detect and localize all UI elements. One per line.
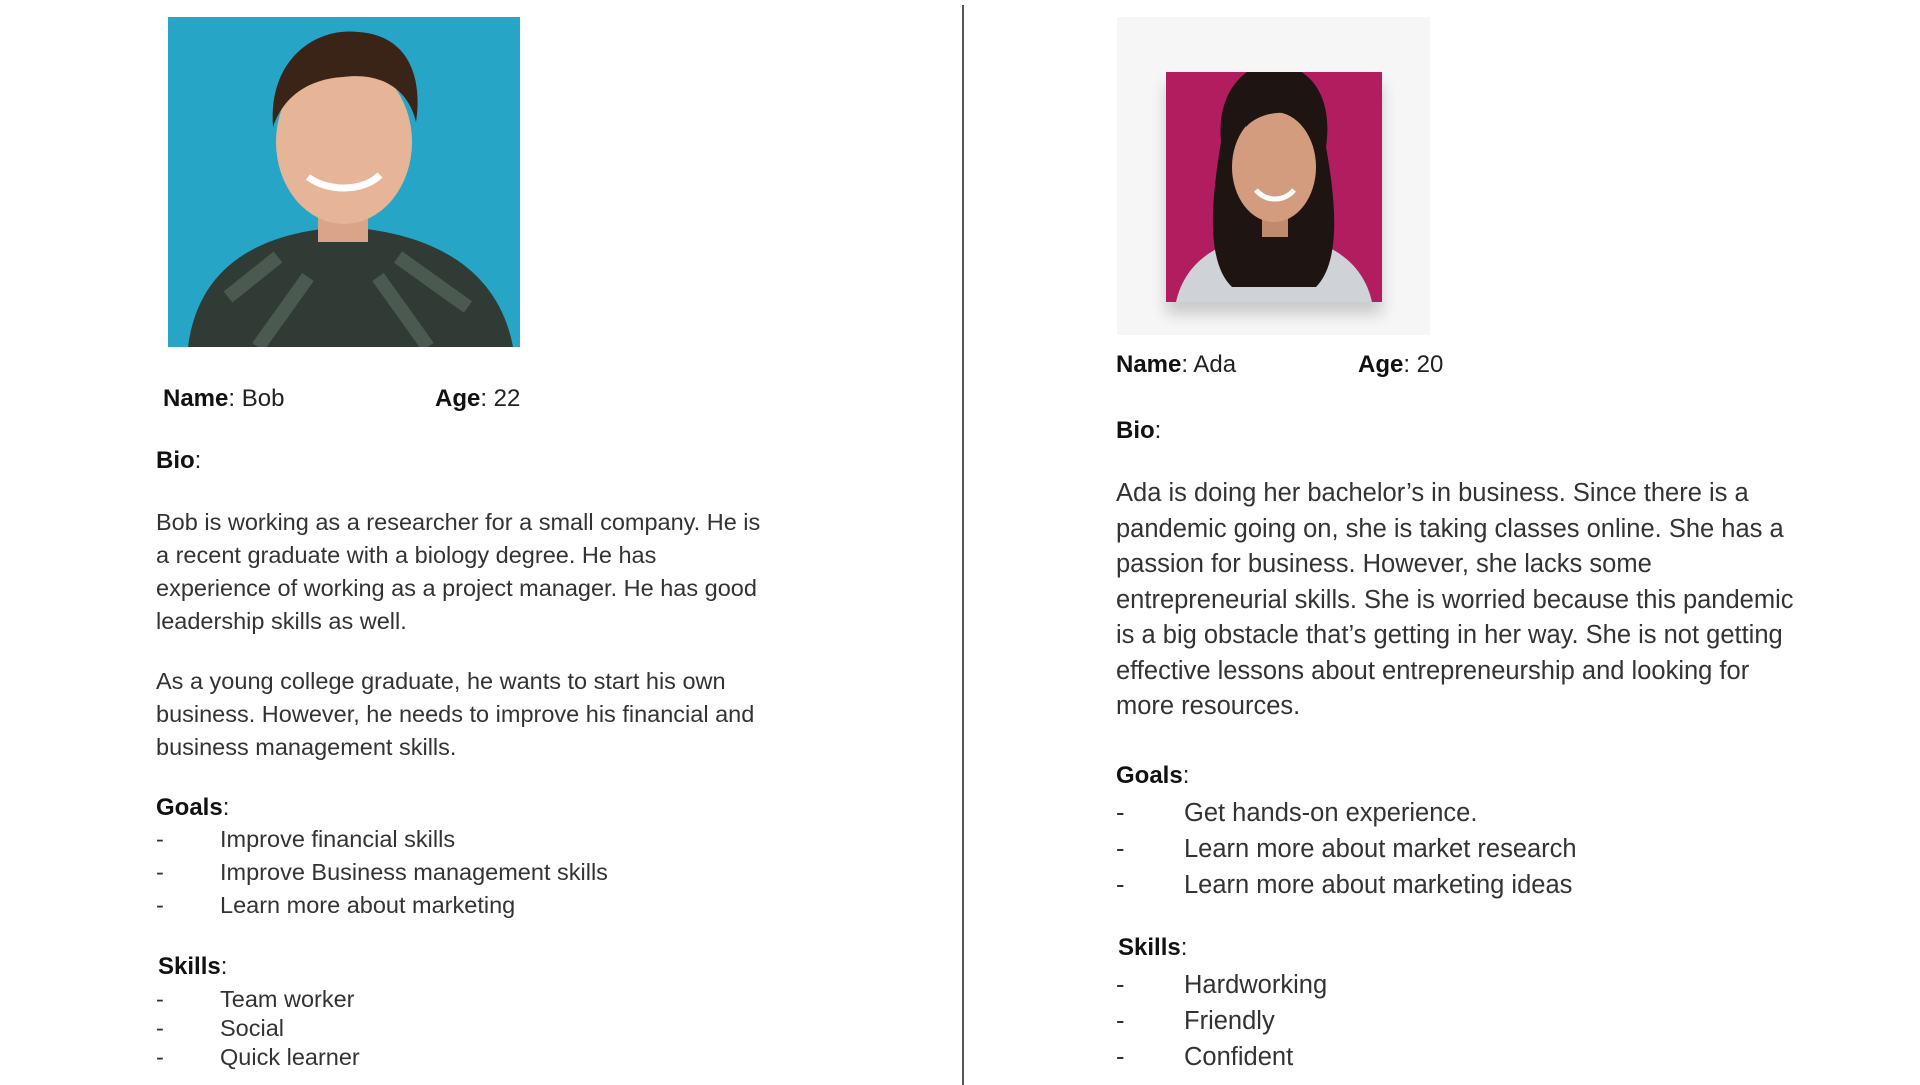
column-divider — [962, 5, 964, 1085]
goals-list-ada — [1116, 795, 1816, 903]
list-item: - Improve Business management skills — [156, 859, 608, 885]
bio-paragraph-ada: Ada is doing her bachelor’s in business. Since there is a pandemic going on, she is taking classes online. She has a passion for business. However, she lacks some entrepreneurial skills. She is worried because this pandemic is a big obstacle that’s getting in her way. She is not getting effective lessons about entrepreneurship and looking for more resources. — [1116, 479, 1794, 720]
name-label: Name — [163, 385, 229, 412]
list-item: - Social — [156, 1015, 285, 1041]
name-label: Name — [1116, 351, 1182, 378]
goals-list-bob — [156, 823, 756, 922]
bio-paragraph-2-bob: As a young college graduate, he wants to start his own business. However, he needs to improve his financial and business management skills. — [156, 668, 755, 760]
list-item: - Hardworking — [1116, 971, 1328, 999]
list-item: - Confident — [1116, 1043, 1294, 1071]
name-field-ada — [1116, 351, 1236, 379]
skills-list-bob — [156, 985, 756, 1072]
name-value: : Ada — [1181, 351, 1237, 378]
list-item: - Learn more about marketing ideas — [1116, 871, 1573, 899]
list-item: - Improve financial skills — [156, 826, 456, 852]
list-item: - Learn more about market research — [1116, 835, 1577, 863]
man-portrait-icon — [168, 17, 520, 347]
age-label: Age — [435, 385, 481, 412]
bio-heading-ada: Bio: — [1116, 417, 1162, 444]
list-item: - Learn more about marketing — [156, 892, 516, 918]
goals-heading-bob: Goals: — [156, 794, 230, 821]
bio-paragraph-1-bob: Bob is working as a researcher for a small company. He is a recent graduate with a biology degree. He has experience of working as a project manager. He has good leadership skills as well. — [156, 509, 761, 634]
age-field-ada — [1358, 351, 1443, 379]
age-value: : 20 — [1403, 351, 1444, 378]
skills-heading-bob: Skills: — [158, 953, 228, 980]
skills-heading-ada: Skills: — [1118, 934, 1188, 961]
persona-photo-bob — [168, 17, 520, 347]
goals-heading-ada: Goals: — [1116, 762, 1190, 789]
name-field-bob — [163, 385, 284, 413]
woman-portrait-icon — [1166, 72, 1382, 302]
list-item: - Get hands-on experience. — [1116, 799, 1478, 827]
persona-photo-ada — [1117, 17, 1430, 335]
list-item: - Quick learner — [156, 1044, 360, 1070]
list-item: - Friendly — [1116, 1007, 1275, 1035]
bio-heading-bob: Bio: — [156, 447, 202, 474]
age-field-bob — [435, 385, 520, 413]
name-value: : Bob — [228, 385, 285, 412]
age-value: : 22 — [480, 385, 521, 412]
list-item: - Team worker — [156, 986, 355, 1012]
age-label: Age — [1358, 351, 1404, 378]
skills-list-ada — [1116, 967, 1816, 1075]
